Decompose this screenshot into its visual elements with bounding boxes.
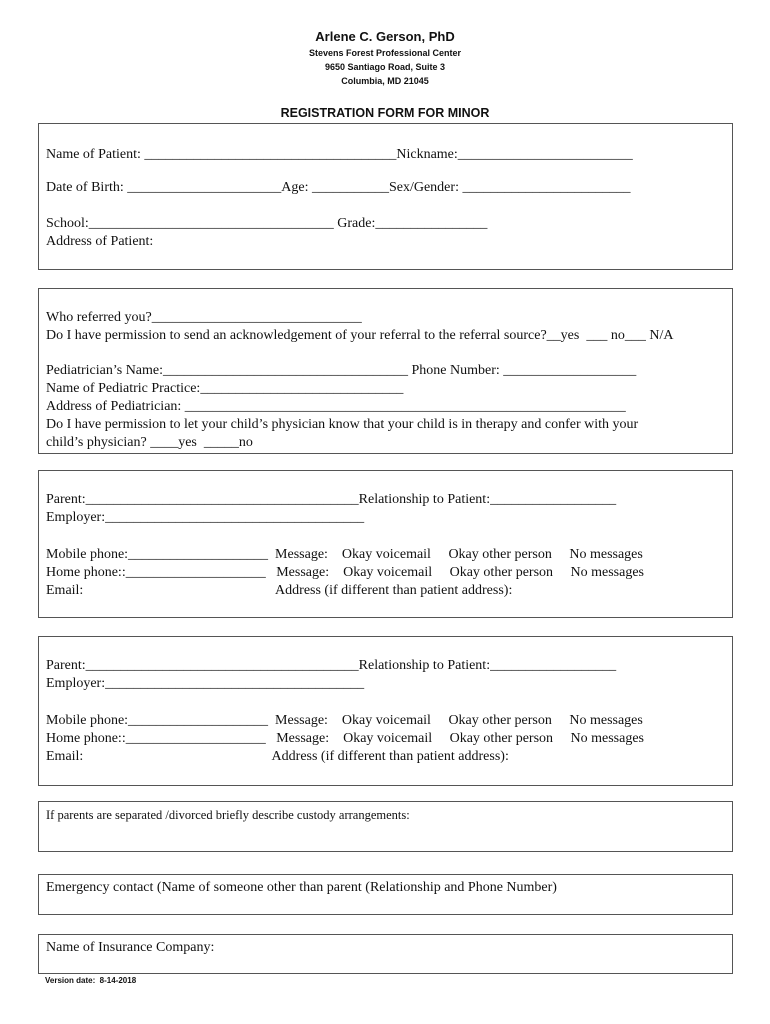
version-date: Version date: 8-14-2018: [45, 976, 137, 985]
referred-by-field[interactable]: Who referred you?______________________________: [46, 310, 362, 325]
parent-1-employer-field[interactable]: Employer:_____________________________________: [46, 510, 365, 525]
parent-1-home-phone-field[interactable]: Home phone::____________________ Message: Okay voicemail Okay other person No messages: [46, 565, 645, 580]
referral-permission-field[interactable]: Do I have permission to send an acknowledgement of your referral to the referral source?__yes ___ no___ N/A: [46, 328, 674, 343]
insurance-section[interactable]: [38, 934, 733, 974]
pediatrician-name-field[interactable]: Pediatrician’s Name:___________________________________ Phone Number: ___________________: [46, 363, 637, 378]
parent-1-section: [38, 470, 733, 618]
form-title: REGISTRATION FORM FOR MINOR: [280, 106, 490, 120]
insurance-company-label: Name of Insurance Company:: [46, 940, 215, 955]
emergency-contact-label: Emergency contact (Name of someone other than parent (Relationship and Phone Number): [46, 880, 557, 895]
pediatrician-address-field[interactable]: Address of Pediatrician: _______________________________________________________________: [46, 399, 626, 414]
patient-address-field[interactable]: Address of Patient:: [46, 234, 154, 249]
date-of-birth-field[interactable]: Date of Birth: ______________________Age: ___________Sex/Gender: ________________________: [46, 180, 631, 195]
parent-2-email-field[interactable]: Email: Address (if different than patient address):: [46, 749, 509, 764]
parent-1-name-field[interactable]: Parent:_______________________________________Relationship to Patient:__________________: [46, 492, 617, 507]
parent-1-email-field[interactable]: Email: Address (if different than patient address):: [46, 583, 513, 598]
parent-1-mobile-phone-field[interactable]: Mobile phone:____________________ Message: Okay voicemail Okay other person No messages: [46, 547, 643, 562]
pediatric-practice-field[interactable]: Name of Pediatric Practice:_____________________________: [46, 381, 404, 396]
parent-2-section: [38, 636, 733, 786]
parent-2-mobile-phone-field[interactable]: Mobile phone:____________________ Message: Okay voicemail Okay other person No messages: [46, 713, 643, 728]
school-field[interactable]: School:___________________________________ Grade:________________: [46, 216, 488, 231]
parent-2-home-phone-field[interactable]: Home phone::____________________ Message: Okay voicemail Okay other person No messages: [46, 731, 645, 746]
custody-section[interactable]: [38, 801, 733, 852]
referral-section: [38, 288, 733, 454]
emergency-contact-section[interactable]: [38, 874, 733, 915]
city-address: Columbia, MD 21045: [341, 76, 429, 86]
parent-2-name-field[interactable]: Parent:_______________________________________Relationship to Patient:__________________: [46, 658, 617, 673]
physician-permission-answer[interactable]: child’s physician? ____yes _____no: [46, 435, 253, 450]
street-address: 9650 Santiago Road, Suite 3: [324, 62, 446, 72]
patient-section: [38, 123, 733, 270]
parent-2-employer-field[interactable]: Employer:_____________________________________: [46, 676, 365, 691]
patient-name-field[interactable]: Name of Patient: ____________________________________Nickname:_________________________: [46, 147, 633, 162]
center-name: Stevens Forest Professional Center: [308, 48, 462, 58]
physician-permission-question: Do I have permission to let your child’s physician know that your child is in therapy and confer with your: [46, 417, 639, 432]
practitioner-name: Arlene C. Gerson, PhD: [315, 29, 455, 44]
custody-label: If parents are separated /divorced briefly describe custody arrangements:: [46, 808, 410, 822]
